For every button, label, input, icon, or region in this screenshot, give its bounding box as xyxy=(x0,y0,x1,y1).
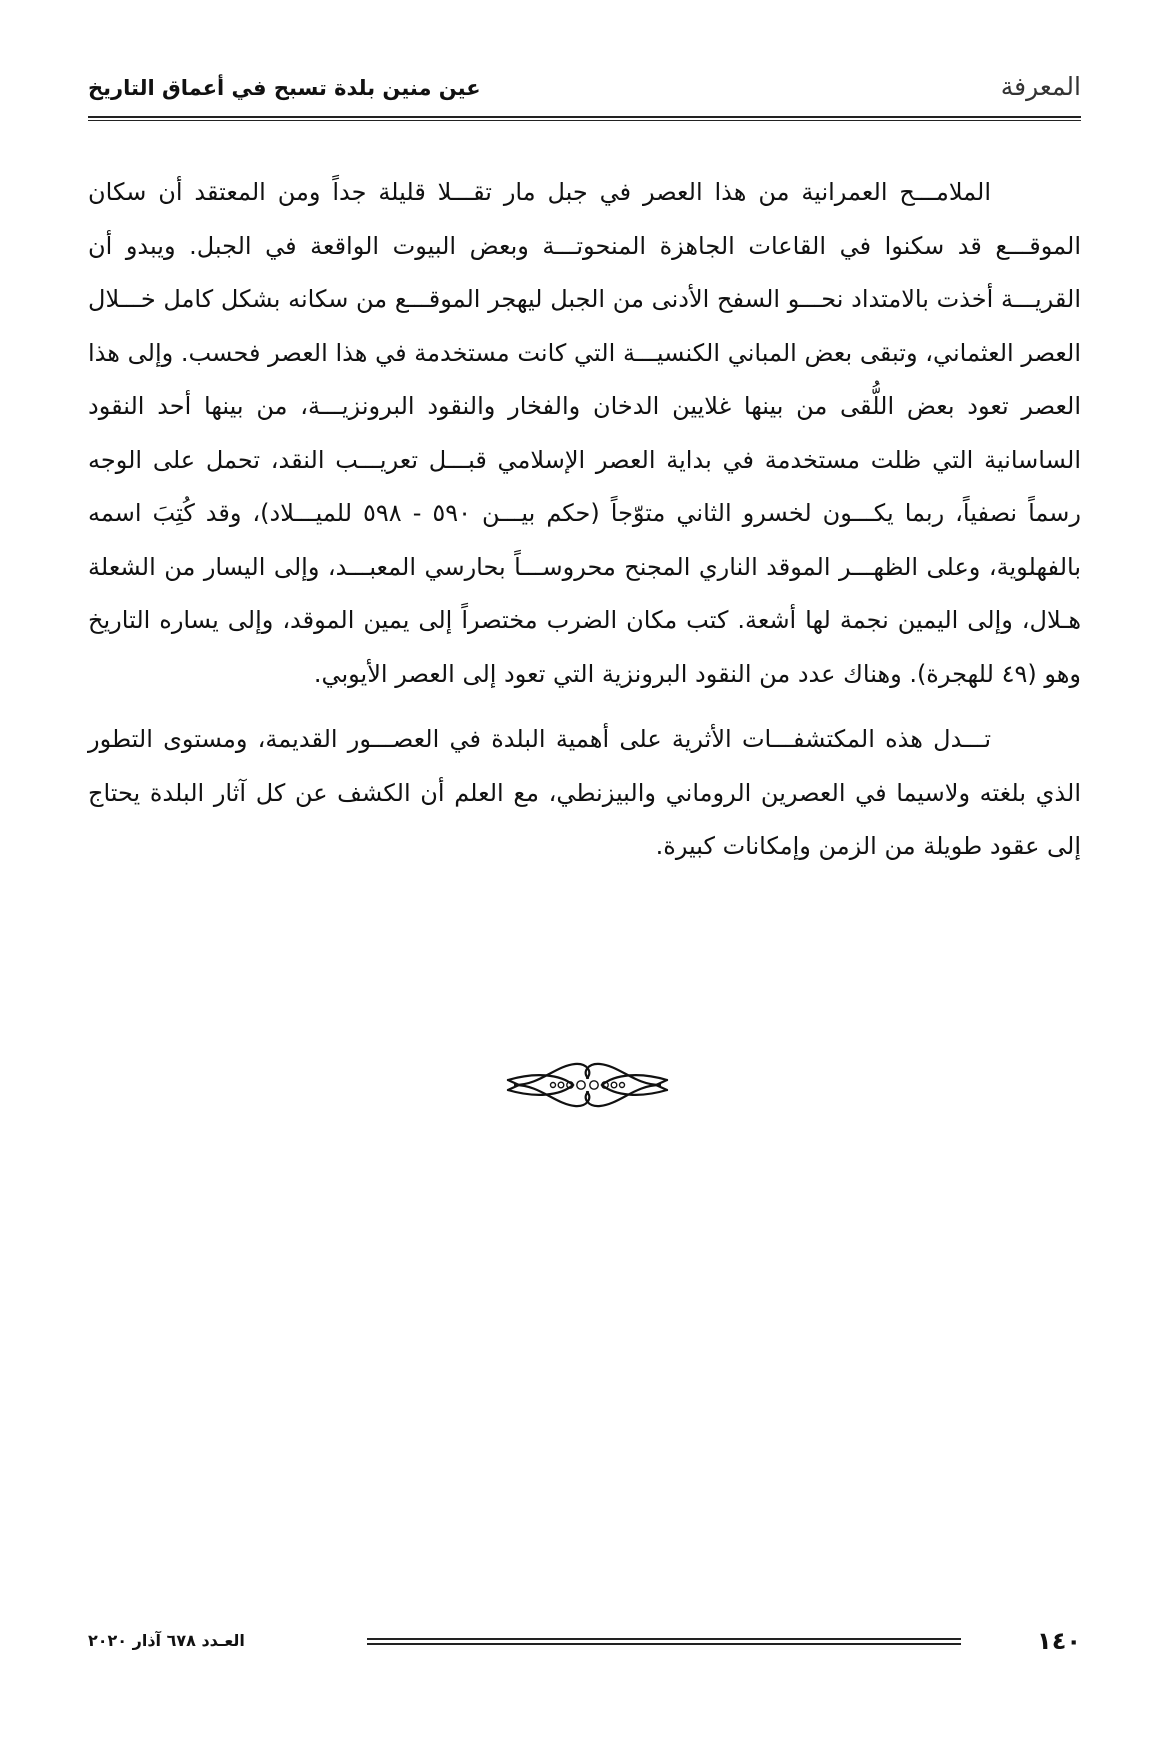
article-body xyxy=(88,166,1081,874)
page-footer xyxy=(88,1627,1081,1657)
header-divider xyxy=(88,116,1081,118)
header-divider-thin xyxy=(88,120,1081,121)
page-header xyxy=(88,70,1081,110)
article-running-title: عين منين بلدة تسبح في أعماق التاريخ xyxy=(88,76,481,100)
issue-info: العـدد ٦٧٨ آذار ٢٠٢٠ xyxy=(88,1631,245,1650)
footer-divider xyxy=(367,1638,961,1640)
footer-divider-second xyxy=(367,1643,961,1645)
paragraph-1: الملامـــح العمرانية من هذا العصر في جبل مار تقـــلا قليلة جداً ومن المعتقد أن سكان الموقـــع قد سكنوا في القاعات الجاهزة المنحوتـــة وبعض البيوت الواقعة في الجبل. ويبدو أن القريـــة أخذت بالامتداد نحـــو السفح الأدنى من الجبل ليهجر الموقـــع من سكانه بشكل كامل خـــلال العصر العثماني، وتبقى بعض المباني الكنسيـــة التي كانت مستخدمة في هذا العصر فحسب. وإلى هذا العصر تعود بعض اللُّقى من بينها غلايين الدخان والفخار والنقود البرونزيـــة، من بينها أحد النقود الساسانية التي ظلت مستخدمة في بداية العصر الإسلامي قبـــل تعريـــب النقد، تحمل على الوجه رسماً نصفياً، ربما يكـــون لخسرو الثاني متوّجاً (حكم بيـــن ٥٩٠ - ٥٩٨ للميـــلاد)، وقد كُتِبَ اسمه بالفهلوية، وعلى الظهـــر الموقد الناري المجنح محروســـاً بحارسي المعبـــد، وإلى اليسار من الشعلة هـلال، وإلى اليمين نجمة لها أشعة. كتب مكان الضرب مختصراً إلى يمين الموقد، وإلى يساره التاريخ وهو (٤٩ للهجرة). وهناك عدد من النقود البرونزية التي تعود إلى العصر الأيوبي. xyxy=(88,178,1082,688)
decorative-divider-icon xyxy=(505,1050,670,1120)
page-number: ١٤٠ xyxy=(1037,1627,1081,1655)
journal-logo: المعرفة xyxy=(1000,72,1081,101)
paragraph-2: تـــدل هذه المكتشفـــات الأثرية على أهمية البلدة في العصـــور القديمة، ومستوى التطور الذي بلغته ولاسيما في العصرين الروماني والبيزنطي، مع العلم أن الكشف عن كل آثار البلدة يحتاج إلى عقود طويلة من الزمن وإمكانات كبيرة. xyxy=(88,725,1081,860)
